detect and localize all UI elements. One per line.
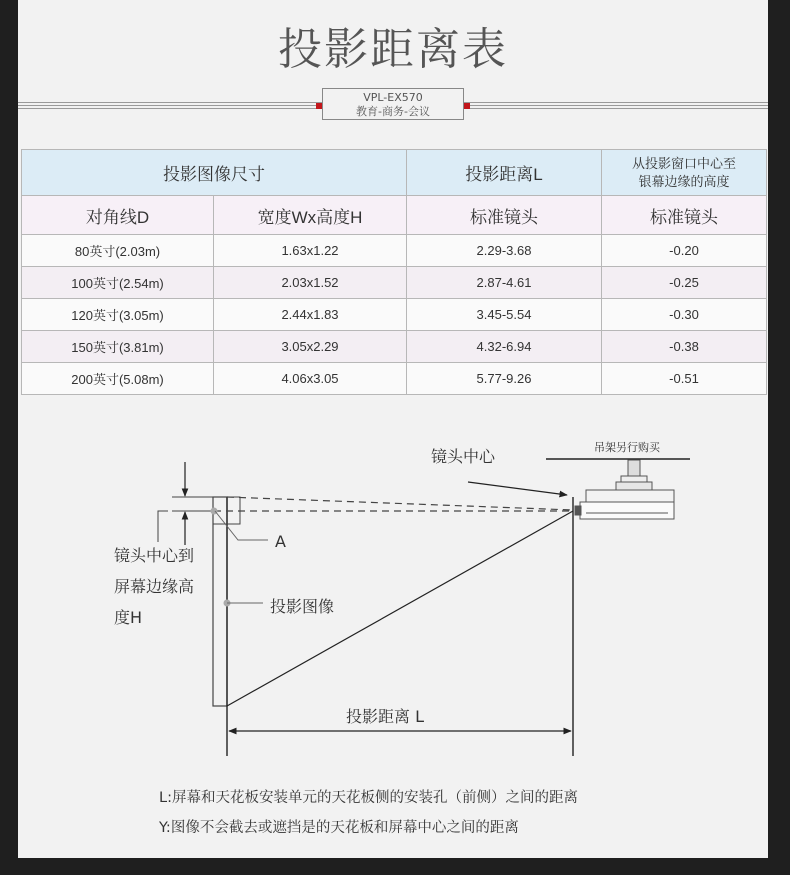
cell-distance: 5.77-9.26 xyxy=(407,363,602,395)
lens-to-edge-label-line1: 镜头中心到 xyxy=(114,546,195,565)
table-row xyxy=(22,299,767,331)
page xyxy=(18,0,768,858)
table-subheader-row xyxy=(22,196,767,235)
mount-label: 吊架另行购买 xyxy=(594,441,660,454)
lens-to-edge-label-line3: 度H xyxy=(114,608,143,627)
table-row xyxy=(22,235,767,267)
cell-diagonal: 80英寸(2.03m) xyxy=(22,235,214,267)
cell-distance: 3.45-5.54 xyxy=(407,299,602,331)
subheader-standard-lens-distance: 标准镜头 xyxy=(407,196,602,235)
table-row xyxy=(22,363,767,395)
cell-diagonal: 120英寸(3.05m) xyxy=(22,299,214,331)
cell-size: 2.44x1.83 xyxy=(214,299,407,331)
note-l: L:屏幕和天花板安装单元的天花板侧的安装孔（前侧）之间的距离 xyxy=(159,790,578,806)
lens-to-edge-label-line2: 屏幕边缘高 xyxy=(114,577,195,596)
cell-diagonal: 100英寸(2.54m) xyxy=(22,267,214,299)
banner-stripe-left xyxy=(18,102,322,109)
cell-height: -0.51 xyxy=(602,363,767,395)
header-edge-height xyxy=(602,150,767,196)
model-tagline: 教育-商务-会议 xyxy=(356,105,430,118)
table-row xyxy=(22,331,767,363)
header-projection-distance: 投影距离L xyxy=(407,150,602,196)
subheader-standard-lens-height: 标准镜头 xyxy=(602,196,767,235)
model-banner xyxy=(18,88,768,122)
cell-size: 2.03x1.52 xyxy=(214,267,407,299)
lens-center-label: 镜头中心 xyxy=(431,447,496,466)
page-title: 投影距离表 xyxy=(278,24,508,75)
a-label: A xyxy=(275,532,286,551)
subheader-diagonal: 对角线D xyxy=(22,196,214,235)
cell-height: -0.20 xyxy=(602,235,767,267)
cell-distance: 4.32-6.94 xyxy=(407,331,602,363)
cell-diagonal: 200英寸(5.08m) xyxy=(22,363,214,395)
cell-size: 3.05x2.29 xyxy=(214,331,407,363)
header-edge-height-line2: 银幕边缘的高度 xyxy=(638,173,730,189)
cell-distance: 2.87-4.61 xyxy=(407,267,602,299)
header-edge-height-line1: 从投影窗口中心至 xyxy=(631,155,736,171)
lens-center-arrow xyxy=(468,482,567,495)
banner-red-mark-right xyxy=(464,103,470,109)
projection-distance-table xyxy=(21,149,767,395)
cell-height: -0.38 xyxy=(602,331,767,363)
note-y: Y:图像不会截去或遮挡是的天花板和屏幕中心之间的距离 xyxy=(159,820,519,836)
cell-size: 1.63x1.22 xyxy=(214,235,407,267)
installation-diagram xyxy=(18,400,768,858)
h-label-leader xyxy=(158,511,168,542)
cell-height: -0.30 xyxy=(602,299,767,331)
model-name: VPL-EX570 xyxy=(363,91,423,104)
header-image-size: 投影图像尺寸 xyxy=(22,150,407,196)
cell-height: -0.25 xyxy=(602,267,767,299)
table-header-row xyxy=(22,150,767,196)
cell-size: 4.06x3.05 xyxy=(214,363,407,395)
projection-distance-label: 投影距离 L xyxy=(346,707,425,726)
model-box xyxy=(322,88,464,120)
a-label-leader xyxy=(215,511,268,540)
cell-diagonal: 150英寸(3.81m) xyxy=(22,331,214,363)
table-row xyxy=(22,267,767,299)
projected-image-label: 投影图像 xyxy=(270,597,335,616)
beam-top-dashed xyxy=(227,497,573,510)
banner-stripe-right xyxy=(464,102,768,109)
cell-distance: 2.29-3.68 xyxy=(407,235,602,267)
projector-icon xyxy=(575,460,674,519)
subheader-width-height: 宽度Wx高度H xyxy=(214,196,407,235)
